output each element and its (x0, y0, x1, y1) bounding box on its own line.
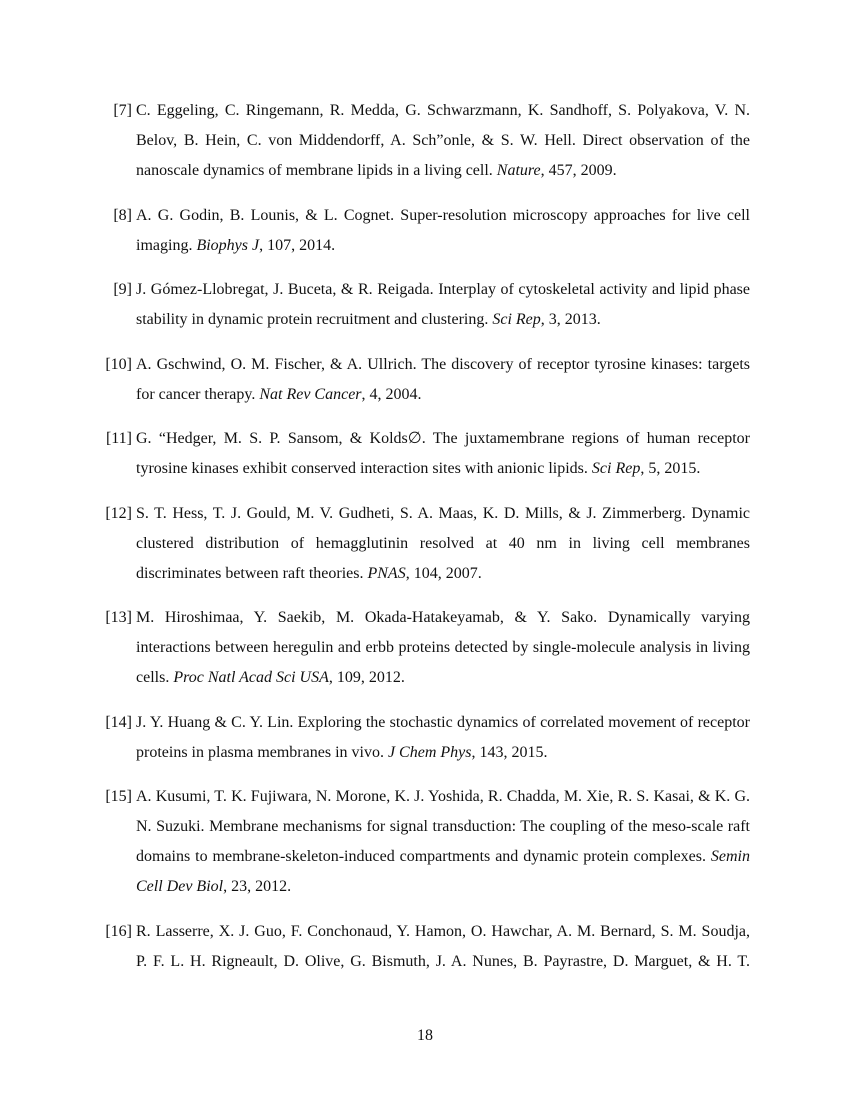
reference-list (100, 96, 750, 991)
journal-name: Biophys J (196, 236, 260, 254)
reference-text: A. G. Godin, B. Lounis, & L. Cognet. Super-resolution microscopy approaches for live cell imaging. Biophys J, 107, 2014. (136, 206, 750, 254)
journal-name: Proc Natl Acad Sci USA (173, 669, 329, 686)
journal-name: J Chem Phys (387, 743, 472, 761)
journal-name: Nat Rev Cancer (259, 385, 362, 403)
reference-item (100, 96, 750, 186)
journal-name: Sci Rep (591, 460, 641, 477)
reference-text: A. Gschwind, O. M. Fischer, & A. Ullrich. The discovery of receptor tyrosine kinases: targets for cancer therapy. Nat Rev Cancer, 4, 2004. (136, 355, 750, 403)
reference-text: M. Hiroshimaa, Y. Saekib, M. Okada-Hatakeyamab, & Y. Sako. Dynamically varying interactions between heregulin and erbb proteins detected by single-molecule analysis in living cells. Proc Natl Acad Sci USA, 109, 2012. (136, 609, 750, 686)
reference-item (100, 708, 750, 768)
reference-number: [12] (105, 504, 132, 522)
reference-text: G. “Hedger, M. S. P. Sansom, & Kolds∅. The juxtamembrane regions of human receptor tyrosine kinases exhibit conserved interaction sites with anionic lipids. Sci Rep, 5, 2015. (136, 430, 750, 477)
journal-name: Semin Cell Dev Biol (136, 848, 750, 895)
reference-item (100, 201, 750, 261)
reference-item (100, 782, 750, 902)
page-number: 18 (417, 1027, 433, 1044)
reference-number: [16] (105, 922, 132, 940)
reference-item (100, 603, 750, 693)
reference-item (100, 424, 750, 484)
reference-text: J. Gómez-Llobregat, J. Buceta, & R. Reigada. Interplay of cytoskeletal activity and lipid phase stability in dynamic protein recruitment and clustering. Sci Rep, 3, 2013. (136, 281, 750, 328)
journal-name: Sci Rep (492, 311, 541, 328)
reference-item (100, 350, 750, 410)
reference-number: [13] (105, 609, 132, 626)
journal-name: Nature (496, 162, 541, 179)
reference-text: A. Kusumi, T. K. Fujiwara, N. Morone, K. J. Yoshida, R. Chadda, M. Xie, R. S. Kasai, & K. G. N. Suzuki. Membrane mechanisms for signal transduction: The coupling of the meso-scale raft domains to membrane-skeleton-induced compartments and dynamic protein complexes. Semin Cell Dev Biol, 23, 2012. (136, 788, 750, 895)
reference-number: [14] (105, 713, 132, 731)
journal-name: PNAS (367, 564, 406, 582)
reference-number: [7] (113, 102, 132, 119)
reference-item (100, 499, 750, 589)
reference-number: [15] (105, 788, 132, 805)
reference-number: [9] (113, 281, 132, 298)
reference-item (100, 275, 750, 335)
reference-text: J. Y. Huang & C. Y. Lin. Exploring the stochastic dynamics of correlated movement of receptor proteins in plasma membranes in vivo. J Chem Phys, 143, 2015. (136, 713, 750, 761)
reference-text: C. Eggeling, C. Ringemann, R. Medda, G. Schwarzmann, K. Sandhoff, S. Polyakova, V. N. Belov, B. Hein, C. von Middendorff, A. Sch”onle, & S. W. Hell. Direct observation of the nanoscale dynamics of membrane lipids in a living cell. Nature, 457, 2009. (136, 102, 750, 179)
reference-item (100, 917, 750, 977)
reference-number: [11] (105, 430, 132, 447)
reference-text: R. Lasserre, X. J. Guo, F. Conchonaud, Y. Hamon, O. Hawchar, A. M. Bernard, S. M. Soudja, P. F. L. H. Rigneault, D. Olive, G. Bismuth, J. A. Nunes, B. Payrastre, D. Marguet, & H. T. (136, 922, 750, 970)
reference-number: [8] (113, 206, 132, 224)
reference-text: S. T. Hess, T. J. Gould, M. V. Gudheti, S. A. Maas, K. D. Mills, & J. Zimmerberg. Dynamic clustered distribution of hemagglutinin resolved at 40 nm in living cell membranes discriminates between raft theories. PNAS, 104, 2007. (136, 504, 750, 582)
reference-number: [10] (105, 355, 132, 373)
